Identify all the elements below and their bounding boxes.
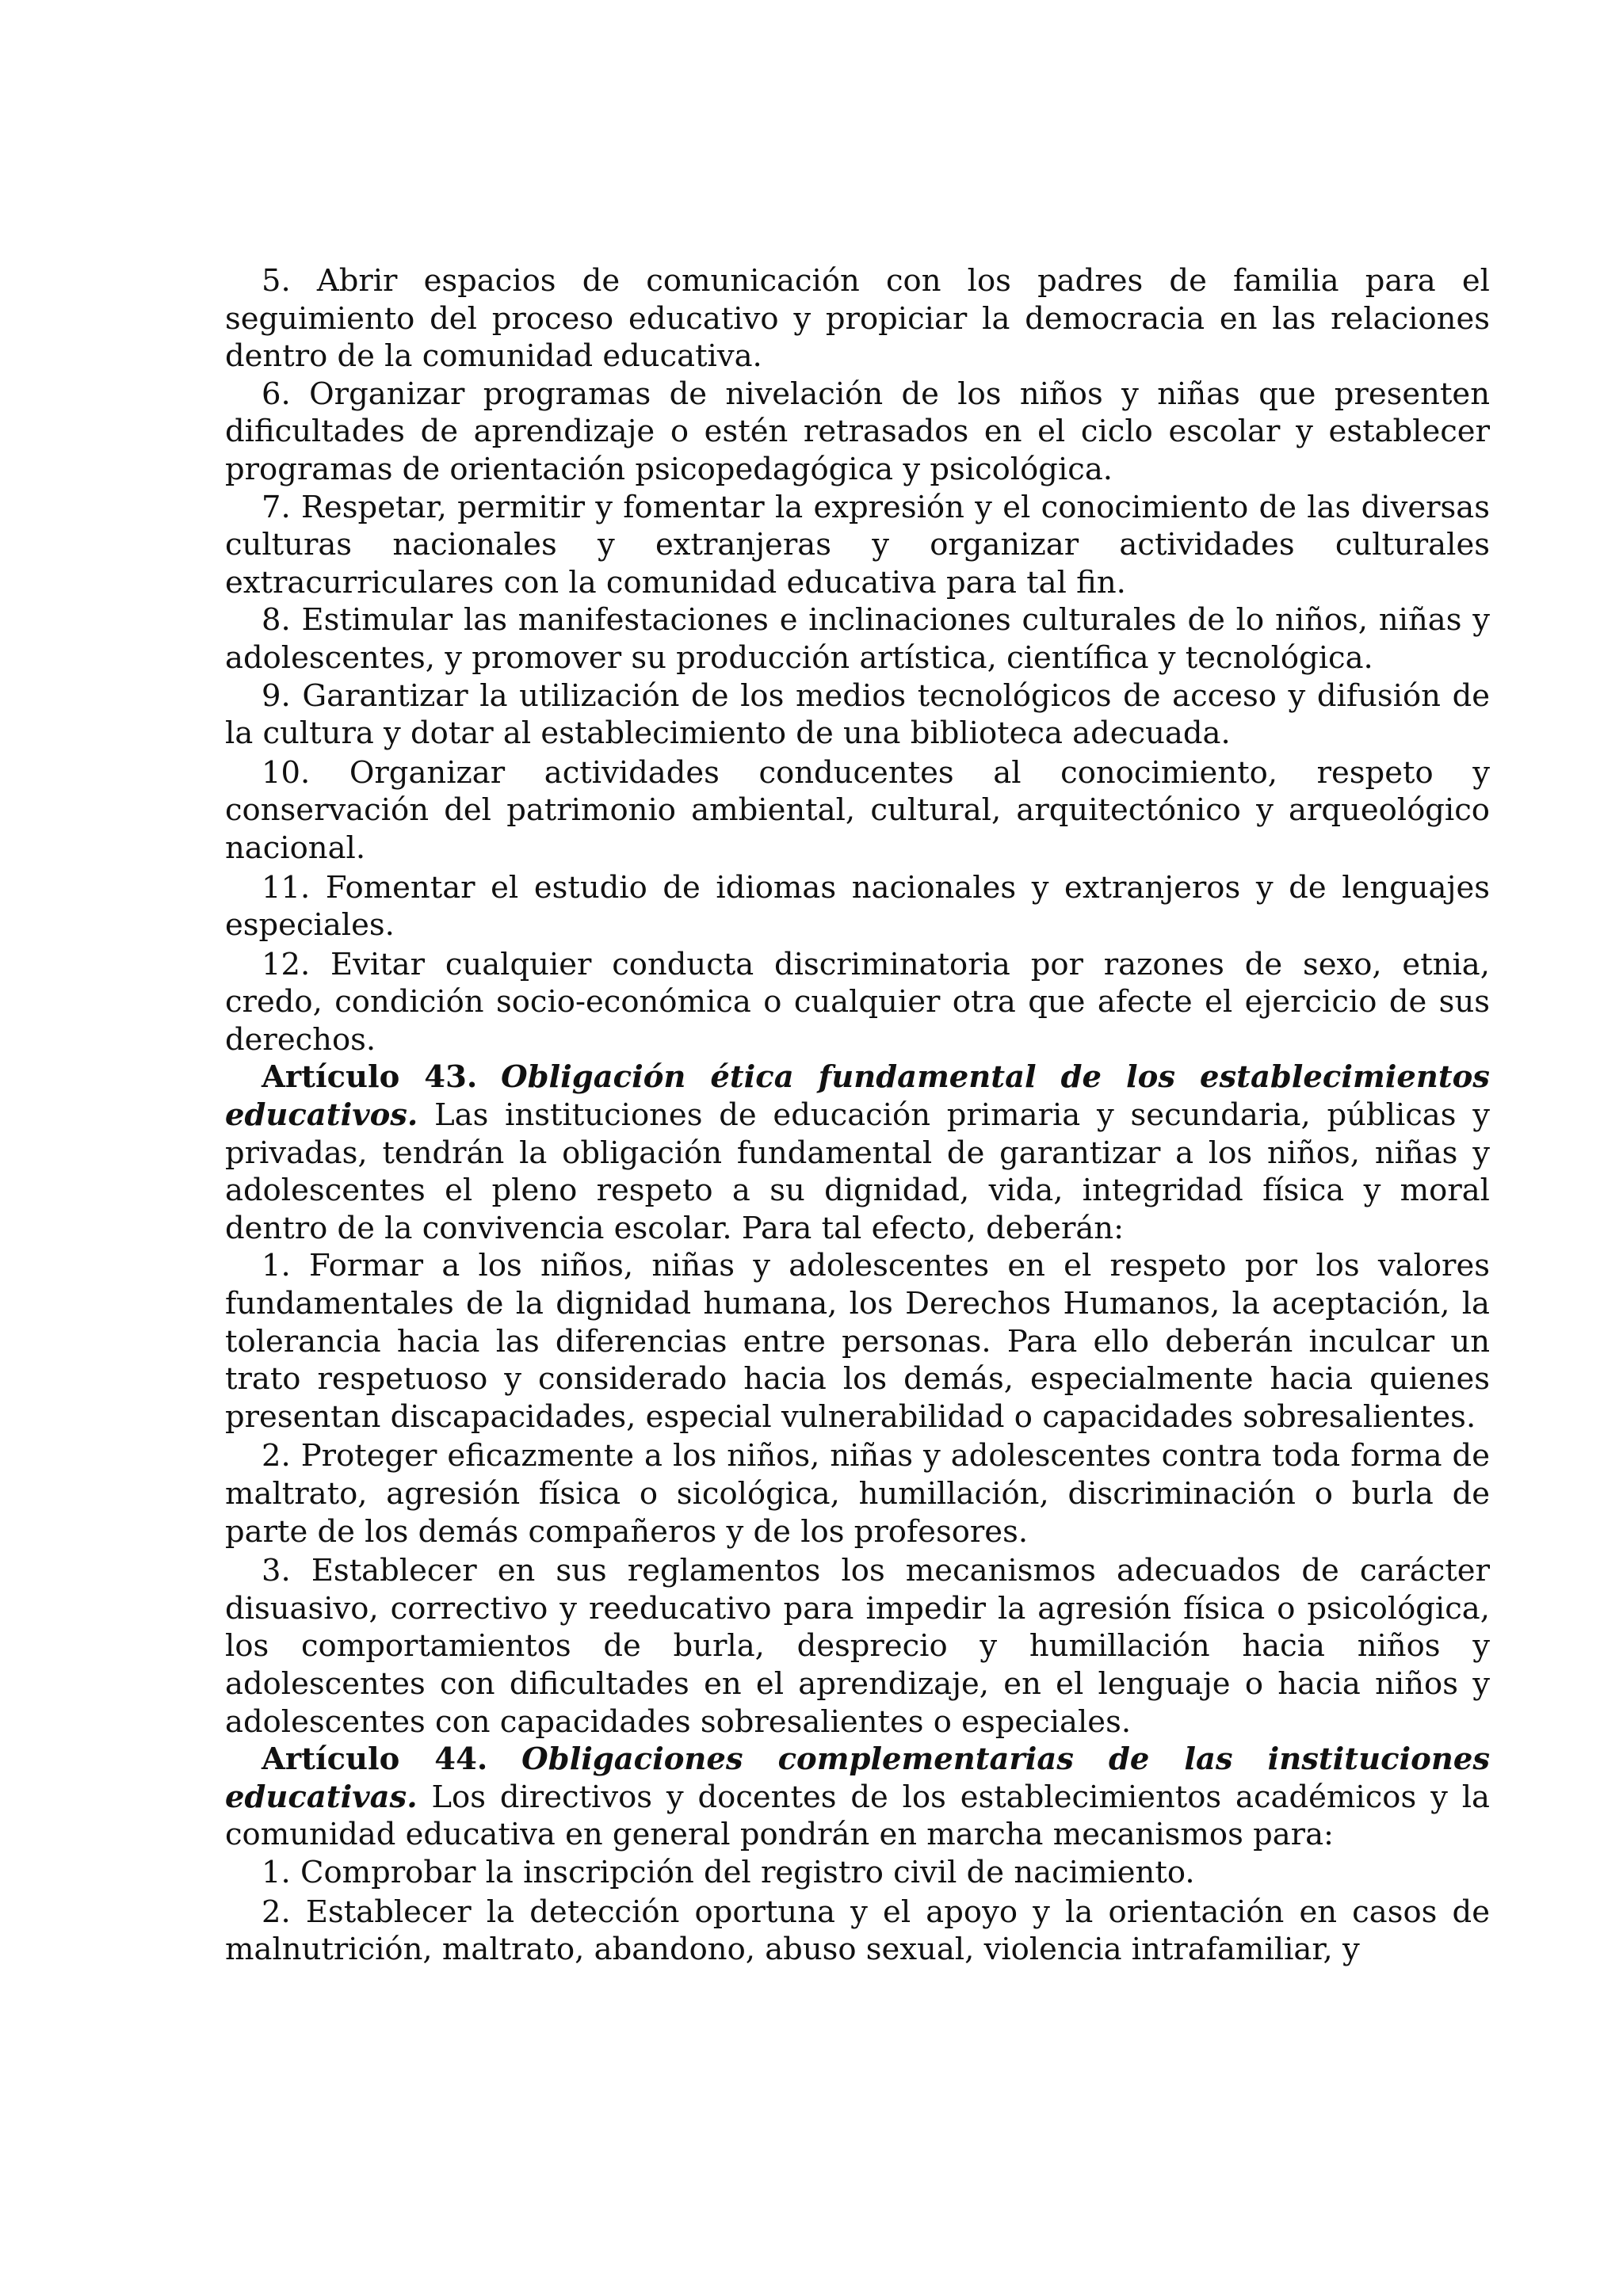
item-number: 11.	[262, 869, 311, 906]
list-item	[225, 601, 1490, 677]
item-text: Organizar programas de nivelación de los niños y niñas que presenten dificultades de aprendizaje o estén retrasados en el ciclo escolar y establecer programas de orientación psicopedagógica y psicológica.	[225, 376, 1490, 487]
item-number: 1.	[262, 1248, 291, 1284]
article-44	[225, 1741, 1490, 1854]
item-number: 10.	[262, 754, 311, 791]
article-body: Los directivos y docentes de los establecimientos académicos y la comunidad educativa en general pondrán en marcha mecanismos para:	[225, 1779, 1490, 1853]
item-text: Establecer la detección oportuna y el apoyo y la orientación en casos de malnutrición, maltrato, abandono, abuso sexual, violencia intrafamiliar, y	[225, 1894, 1490, 1968]
item-text: Estimular las manifestaciones e inclinaciones culturales de lo niños, niñas y adolescentes, y promover su producción artística, científica y tecnológica.	[225, 602, 1490, 676]
item-number: 6.	[262, 376, 291, 412]
item-text: Comprobar la inscripción del registro civil de nacimiento.	[300, 1854, 1195, 1890]
article-title: Obligación ética fundamental de los establecimientos educativos.	[225, 1059, 1490, 1134]
item-number: 8.	[262, 602, 291, 639]
list-item	[225, 946, 1490, 1059]
item-number: 1.	[262, 1854, 291, 1890]
list-item	[225, 489, 1490, 602]
article-label: Artículo 43.	[262, 1059, 478, 1096]
list-item	[225, 1854, 1490, 1892]
item-number: 9.	[262, 677, 291, 714]
item-text: Evitar cualquier conducta discriminatoria por razones de sexo, etnia, credo, condición socio-económica o cualquier otra que afecte el ejercicio de sus derechos.	[225, 946, 1490, 1058]
document-page	[225, 262, 1490, 1969]
item-text: Proteger eficazmente a los niños, niñas y adolescentes contra toda forma de maltrato, agresión física o sicológica, humillación, discriminación o burla de parte de los demás compañeros y de los profesores.	[225, 1438, 1490, 1550]
item-number: 3.	[262, 1553, 291, 1589]
item-text: Organizar actividades conducentes al conocimiento, respeto y conservación del patrimonio ambiental, cultural, arquitectónico y arqueológico nacional.	[225, 754, 1490, 866]
item-number: 5.	[262, 263, 291, 299]
item-number: 12.	[262, 946, 311, 982]
item-text: Abrir espacios de comunicación con los padres de familia para el seguimiento del proceso educativo y propiciar la democracia en las relaciones dentro de la comunidad educativa.	[225, 263, 1490, 375]
list-item	[225, 1247, 1490, 1436]
list-item	[225, 754, 1490, 868]
list-item	[225, 1894, 1490, 1969]
item-number: 2.	[262, 1894, 291, 1930]
item-text: Fomentar el estudio de idiomas nacionales y extranjeros y de lenguajes especiales.	[225, 869, 1490, 944]
article-title: Obligaciones complementarias de las instituciones educativas.	[225, 1741, 1490, 1815]
list-item	[225, 677, 1490, 753]
list-item	[225, 262, 1490, 376]
list-item	[225, 869, 1490, 944]
item-text: Formar a los niños, niñas y adolescentes en el respeto por los valores fundamentales de la dignidad humana, los Derechos Humanos, la aceptación, la tolerancia hacia las diferencias entre personas. Para ello deberán inculcar un trato respetuoso y considerado hacia los demás, especialmente hacia quienes presentan discapacidades, especial vulnerabilidad o capacidades sobresalientes.	[225, 1248, 1490, 1435]
item-number: 2.	[262, 1438, 291, 1474]
article-body: Las instituciones de educación primaria y secundaria, públicas y privadas, tendrán la obligación fundamental de garantizar a los niños, niñas y adolescentes el pleno respeto a su dignidad, vida, integridad física y moral dentro de la convivencia escolar. Para tal efecto, deberán:	[225, 1097, 1490, 1246]
item-text: Establecer en sus reglamentos los mecanismos adecuados de carácter disuasivo, correctivo y reeducativo para impedir la agresión física o psicológica, los comportamientos de burla, desprecio y humillación hacia niños y adolescentes con dificultades en el aprendizaje, en el lenguaje o hacia niños y adolescentes con capacidades sobresalientes o especiales.	[225, 1553, 1490, 1740]
article-43	[225, 1058, 1490, 1247]
article-label: Artículo 44.	[262, 1741, 488, 1778]
item-number: 7.	[262, 489, 291, 525]
list-item	[225, 1437, 1490, 1550]
item-text: Garantizar la utilización de los medios tecnológicos de acceso y difusión de la cultura y dotar al establecimiento de una biblioteca adecuada.	[225, 677, 1491, 752]
list-item	[225, 376, 1490, 489]
list-item	[225, 1552, 1490, 1741]
item-text: Respetar, permitir y fomentar la expresión y el conocimiento de las diversas culturas nacionales y extranjeras y organizar actividades culturales extracurriculares con la comunidad educativa para tal fin.	[225, 489, 1490, 601]
